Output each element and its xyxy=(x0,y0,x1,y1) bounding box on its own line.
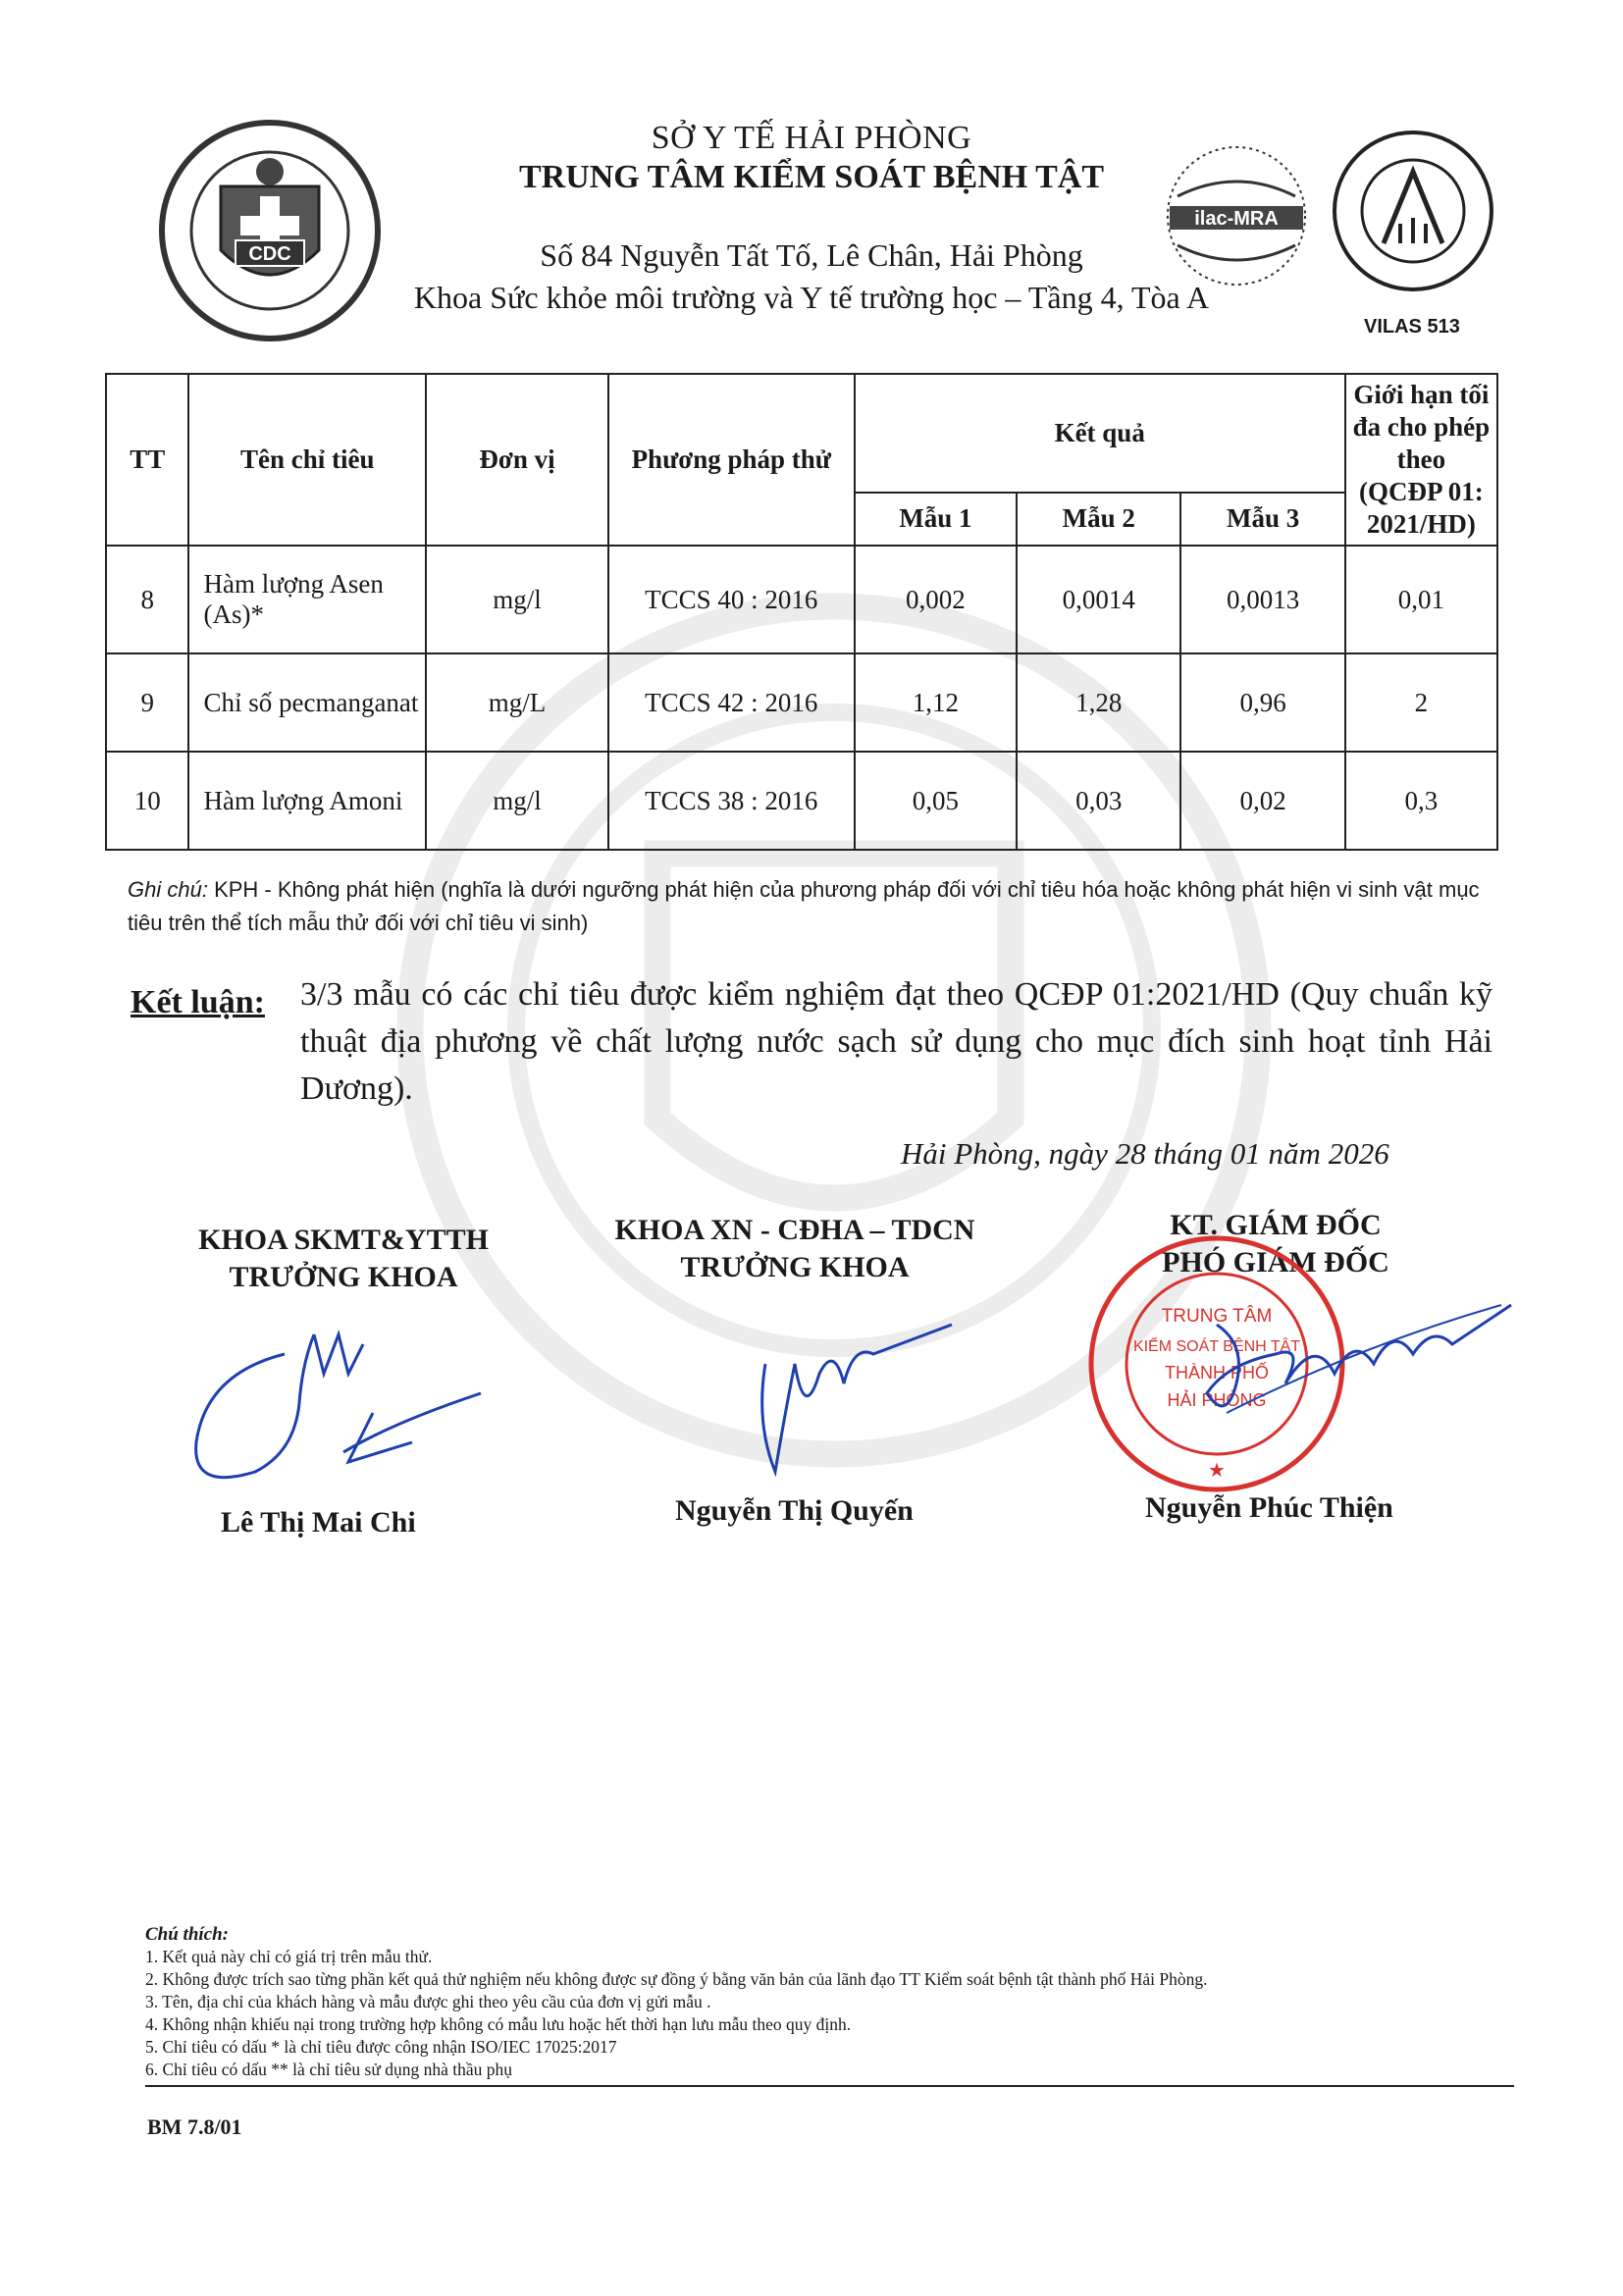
cell-method: TCCS 40 : 2016 xyxy=(608,546,855,653)
header-name: Tên chỉ tiêu xyxy=(188,374,426,546)
footnote-item: 4. Không nhận khiếu nại trong trường hợp không có mẫu lưu hoặc hết thời hạn lưu mẫu theo quy định. xyxy=(145,2014,852,2034)
cell-m3: 0,0013 xyxy=(1180,546,1344,653)
cell-unit: mg/l xyxy=(426,546,608,653)
issue-date: Hải Phòng, ngày 28 tháng 01 năm 2026 xyxy=(901,1136,1389,1171)
cell-m2: 0,03 xyxy=(1017,752,1180,850)
cell-name: Hàm lượng Asen (As)* xyxy=(188,546,426,653)
header-method: Phương pháp thử xyxy=(608,374,855,546)
stamp-line-2: KIỂM SOÁT BỆNH TẬT xyxy=(1132,1338,1301,1355)
stamp-line-1: TRUNG TÂM xyxy=(1161,1306,1273,1327)
conclusion-label: Kết luận: xyxy=(131,984,265,1020)
footnote-item: 2. Không được trích sao từng phần kết quả thử nghiệm nếu không được sự đồng ý bằng văn bản của lãnh đạo TT Kiểm soát bệnh tật thành phố Hải Phòng. xyxy=(145,1969,1208,1989)
cell-unit: mg/l xyxy=(426,752,608,850)
header-m3: Mẫu 3 xyxy=(1180,493,1344,546)
cell-name: Hàm lượng Amoni xyxy=(188,752,426,850)
signature-name-3: Nguyễn Phúc Thiện xyxy=(1145,1491,1393,1524)
signature-2-handwriting xyxy=(726,1305,962,1501)
header-limit: Giới hạn tối đa cho phép theo (QCĐP 01: 2021/HD) xyxy=(1345,374,1497,546)
cell-m3: 0,96 xyxy=(1180,653,1344,752)
table-row xyxy=(106,653,1497,752)
cell-method: TCCS 42 : 2016 xyxy=(608,653,855,752)
cell-limit: 0,3 xyxy=(1345,752,1497,850)
stamp-line-3: THÀNH PHỐ xyxy=(1164,1363,1270,1383)
signature-title-3: KT. GIÁM ĐỐC xyxy=(1170,1209,1382,1241)
signature-title-2: KHOA XN - CĐHA – TDCN xyxy=(614,1214,975,1246)
signature-role-2: TRƯỞNG KHOA xyxy=(680,1251,910,1283)
address-line: Số 84 Nguyễn Tất Tố, Lê Chân, Hải Phòng xyxy=(540,237,1083,273)
signature-role-3: PHÓ GIÁM ĐỐC xyxy=(1162,1246,1389,1278)
ilac-mra-logo xyxy=(1158,137,1315,294)
footnote-item: 1. Kết quả này chỉ có giá trị trên mẫu thử. xyxy=(145,1947,433,1966)
signature-3-handwriting xyxy=(1168,1285,1521,1433)
signature-block-1 xyxy=(128,1222,559,1296)
header-unit: Đơn vị xyxy=(426,374,608,546)
signature-name-2: Nguyễn Thị Quyến xyxy=(675,1494,914,1527)
footnote-item: 5. Chỉ tiêu có dấu * là chỉ tiêu được công nhận ISO/IEC 17025:2017 xyxy=(145,2037,617,2057)
footnotes-title: Chú thích: xyxy=(145,1924,230,1945)
signature-role-1: TRƯỞNG KHOA xyxy=(229,1261,458,1293)
conclusion-text: 3/3 mẫu có các chỉ tiêu được kiểm nghiệm đạt theo QCĐP 01:2021/HD (Quy chuẩn kỹ thuật địa phương về chất lượng nước sạch sử dụng cho mục đích sinh hoạt tỉnh Hải Dương). xyxy=(300,976,1492,1107)
vilas-label: VILAS 513 xyxy=(1364,316,1460,338)
center-title: TRUNG TÂM KIỂM SOÁT BỆNH TẬT xyxy=(518,159,1105,195)
form-code: BM 7.8/01 xyxy=(147,2114,242,2139)
cell-m1: 0,002 xyxy=(855,546,1017,653)
table-row xyxy=(106,546,1497,653)
note-text: KPH - Không phát hiện (nghĩa là dưới ngưỡng phát hiện của phương pháp đối với chỉ tiêu hóa hoặc không phát hiện vi sinh vật mục tiêu trên thể tích mẫu thử đối với chỉ tiêu vi sinh) xyxy=(128,877,1480,935)
cell-m1: 0,05 xyxy=(855,752,1017,850)
stamp-star-icon: ★ xyxy=(1208,1460,1226,1482)
header-tt: TT xyxy=(106,374,188,546)
cell-tt: 8 xyxy=(106,546,188,653)
note-label: Ghi chú: xyxy=(128,877,208,902)
results-table xyxy=(105,373,1498,851)
footnote-item: 6. Chỉ tiêu có dấu ** là chỉ tiêu sử dụng nhà thầu phụ xyxy=(145,2060,513,2079)
cell-m2: 0,0014 xyxy=(1017,546,1180,653)
cell-limit: 2 xyxy=(1345,653,1497,752)
signature-block-2 xyxy=(579,1212,1011,1286)
cell-limit: 0,01 xyxy=(1345,546,1497,653)
stamp-line-4: HẢI PHÒNG xyxy=(1167,1390,1267,1410)
ilac-logo-text: ilac-MRA xyxy=(1194,208,1279,230)
cdc-logo-text: CDC xyxy=(248,243,291,265)
cell-m1: 1,12 xyxy=(855,653,1017,752)
bureau-accreditation-logo xyxy=(1330,128,1496,294)
cell-m3: 0,02 xyxy=(1180,752,1344,850)
cell-tt: 10 xyxy=(106,752,188,850)
signature-title-1: KHOA SKMT&YTTH xyxy=(198,1224,489,1256)
unit-line: Khoa Sức khỏe môi trường và Y tế trường học – Tầng 4, Tòa A xyxy=(413,280,1210,315)
header-m1: Mẫu 1 xyxy=(855,493,1017,546)
header-m2: Mẫu 2 xyxy=(1017,493,1180,546)
department-title: SỞ Y TẾ HẢI PHÒNG xyxy=(651,120,972,156)
cell-unit: mg/L xyxy=(426,653,608,752)
footnotes xyxy=(145,1923,1519,2081)
header-result: Kết quả xyxy=(855,374,1345,493)
note-block xyxy=(128,873,1501,940)
table-row xyxy=(106,752,1497,850)
cell-name: Chỉ số pecmanganat xyxy=(188,653,426,752)
footnote-item: 3. Tên, địa chỉ của khách hàng và mẫu được ghi theo yêu cầu của đơn vị gửi mẫu . xyxy=(145,1992,711,2011)
footer-divider xyxy=(145,2085,1514,2087)
cell-m2: 1,28 xyxy=(1017,653,1180,752)
signature-name-1: Lê Thị Mai Chi xyxy=(221,1506,416,1539)
cell-method: TCCS 38 : 2016 xyxy=(608,752,855,850)
cell-tt: 9 xyxy=(106,653,188,752)
signature-1-handwriting xyxy=(167,1295,500,1521)
